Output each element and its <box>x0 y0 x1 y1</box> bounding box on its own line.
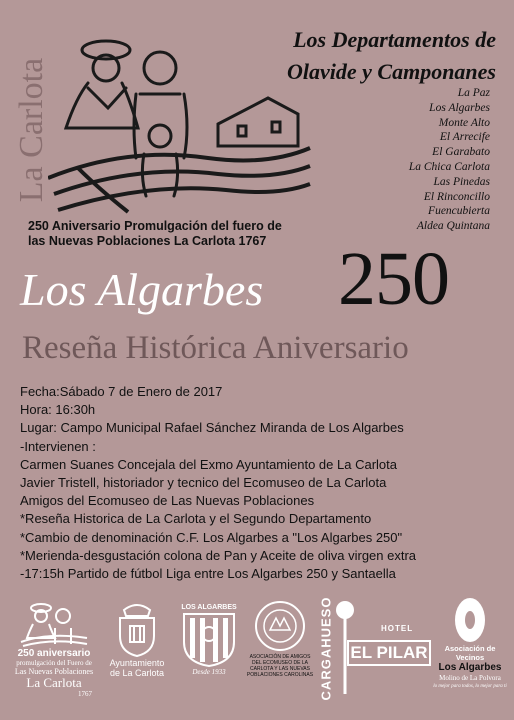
event-details <box>20 383 500 583</box>
village-item: Monte Alto <box>438 116 490 129</box>
detail-program-item: -17:15h Partido de fútbol Liga entre Los Algarbes 250 y Santaella <box>20 566 396 582</box>
anniversary-logo-line-4: La Carlota <box>26 675 82 690</box>
departments-title-line-1: Los Departamentos de <box>293 27 496 52</box>
village-item: El Arrecife <box>439 131 490 144</box>
anniversary-line-1: 250 Aniversario Promulgación del fuero de <box>28 219 282 233</box>
anniversary-logo-icon <box>19 598 89 648</box>
detail-program-item: *Merienda-desgustación colona de Pan y Aceite de oliva virgen extra <box>20 547 417 563</box>
village-item: El Garabato <box>432 146 490 159</box>
anniversary-line-2: las Nuevas Poblaciones La Carlota 1767 <box>28 234 267 248</box>
anniversary-note <box>28 219 348 249</box>
hotel-label: HOTEL <box>381 624 414 633</box>
ecomuseo-logo-text: ASOCIACIÓN DE AMIGOS DEL ECOMUSEO DE LA CARLOTA Y LAS NUEVAS POBLACIONES CAROLINAS <box>246 654 314 678</box>
club-shield-icon <box>182 612 236 668</box>
detail-date: Fecha:Sábado 7 de Enero de 2017 <box>20 384 223 399</box>
village-item: La Chica Carlota <box>408 160 490 173</box>
vertical-title <box>12 40 52 220</box>
crest-icon <box>114 600 160 658</box>
event-title: Los Algarbes <box>20 264 264 315</box>
club-logo-bottom: Desde 1933 <box>192 668 226 676</box>
ecomuseo-logo <box>242 600 318 678</box>
villages-list <box>350 86 490 234</box>
vecinos-line-4: lo mejor para todos, lo mejor para ti <box>433 684 507 689</box>
vecinos-line-1: Asociación de Vecinos <box>444 644 496 662</box>
departments-title-line-2: Olavide y Camponanes <box>287 59 496 84</box>
anniversary-logo-line-5: 1767 <box>78 690 92 698</box>
ecomuseo-seal-icon <box>254 600 306 652</box>
anniversary-logo-line-2: promulgación del Fuero de <box>16 659 92 667</box>
vertical-title-text: La Carlota <box>13 57 50 203</box>
village-item: Los Algarbes <box>429 101 490 114</box>
detail-speaker: Javier Tristell, historiador y tecnico del Ecomuseo de La Carlota <box>20 475 387 491</box>
village-item: Fuencubierta <box>428 205 490 218</box>
detail-place: Lugar: Campo Municipal Rafael Sánchez Miranda de Los Algarbes <box>20 420 404 436</box>
departments-title <box>206 24 496 88</box>
detail-speaker: Amigos del Ecomuseo de Las Nuevas Poblaciones <box>20 493 315 509</box>
hotel-logo <box>344 624 434 672</box>
vecinos-line-3: Molino de La Polvora <box>439 674 501 682</box>
village-item: Aldea Quintana <box>416 220 490 233</box>
ayuntamiento-logo <box>102 600 172 678</box>
vecinos-logo <box>432 596 508 690</box>
club-logo <box>176 604 242 676</box>
hotel-name: EL PILAR <box>347 640 431 666</box>
ayuntamiento-line-2: de La Carlota <box>109 668 165 678</box>
village-item: La Paz <box>457 87 490 99</box>
detail-speakers-heading: -Intervienen : <box>20 438 96 454</box>
village-item: Las Pinedas <box>433 175 490 188</box>
detail-time: Hora: 16:30h <box>20 402 96 418</box>
sponsor-logos <box>10 594 508 714</box>
vecinos-line-2: Los Algarbes <box>438 662 502 673</box>
event-number: 250 <box>338 237 449 321</box>
vecinos-logo-icon <box>453 596 487 644</box>
anniversary-logo-line-1: 250 aniversario <box>17 648 91 659</box>
detail-program-item: *Reseña Historica de La Carlota y el Segundo Departamento <box>20 511 372 527</box>
event-subtitle: Reseña Histórica Aniversario <box>22 330 409 366</box>
ayuntamiento-line-1: Ayuntamiento <box>109 658 165 668</box>
anniversary-logo <box>10 598 98 698</box>
detail-program-item: *Cambio de denominación C.F. Los Algarbes a "Los Algarbes 250" <box>20 529 403 545</box>
club-logo-top: LOS ALGARBES <box>181 604 237 611</box>
anniversary-logo-line-3: Las Nuevas Poblaciones <box>14 667 94 676</box>
detail-speaker: Carmen Suanes Concejala del Exmo Ayuntamiento de La Carlota <box>20 456 397 472</box>
cargahueso-text: CARGAHUESO <box>318 596 334 700</box>
village-item: El Rinconcillo <box>423 190 490 203</box>
